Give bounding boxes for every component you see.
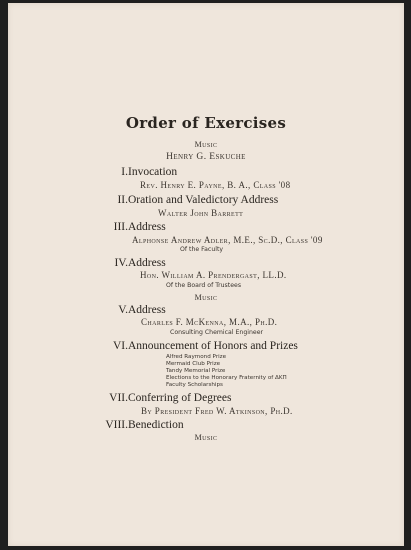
item-music-label: Music [194,433,218,442]
item-numeral: III. [113,221,128,233]
item-heading: Oration and Valedictory Address [128,194,279,206]
item-person: Hon. William A. Prendergast, LL.D. [140,270,287,280]
prize-item: Mermaid Club Prize [166,361,221,367]
item-numeral: I. [121,166,128,178]
item-subtitle: Of the Faculty [180,246,224,253]
page-title: Order of Exercises [125,114,287,132]
item-heading: Benediction [128,419,184,431]
item-numeral: VIII. [105,419,128,431]
item-person: Alphonse Andrew Adler, M.E., Sc.D., Class '09 [132,235,323,245]
item-subtitle: Of the Board of Trustees [166,282,242,289]
prize-item: Faculty Scholarships [166,382,223,388]
item-numeral: VII. [109,392,128,404]
item-numeral: V. [118,304,128,316]
prize-item: Elections to the Honorary Fraternity of ΔΚΠ [166,375,287,381]
item-heading: Address [128,304,166,316]
item-person: By President Fred W. Atkinson, Ph.D. [141,406,293,416]
item-heading: Address [128,221,166,233]
item-music-label: Music [194,293,218,302]
prize-item: Tandy Memorial Prize [166,368,226,374]
item-numeral: II. [117,194,128,206]
program-page [8,3,404,546]
opening-music-label: Music [194,140,218,149]
item-person: Charles F. McKenna, M.A., Ph.D. [141,317,278,327]
prize-item: Alfred Raymond Prize [166,354,227,360]
item-person: Walter John Barrett [158,208,244,218]
item-heading: Address [128,257,166,269]
item-subtitle: Consulting Chemical Engineer [170,329,264,336]
item-heading: Announcement of Honors and Prizes [128,340,298,352]
item-numeral: VI. [112,340,128,352]
item-numeral: IV. [114,257,128,269]
item-heading: Conferring of Degrees [128,392,232,404]
opening-performer: Henry G. Eskuche [166,152,246,162]
item-person: Rev. Henry E. Payne, B. A., Class '08 [140,180,291,190]
item-heading: Invocation [128,166,178,178]
